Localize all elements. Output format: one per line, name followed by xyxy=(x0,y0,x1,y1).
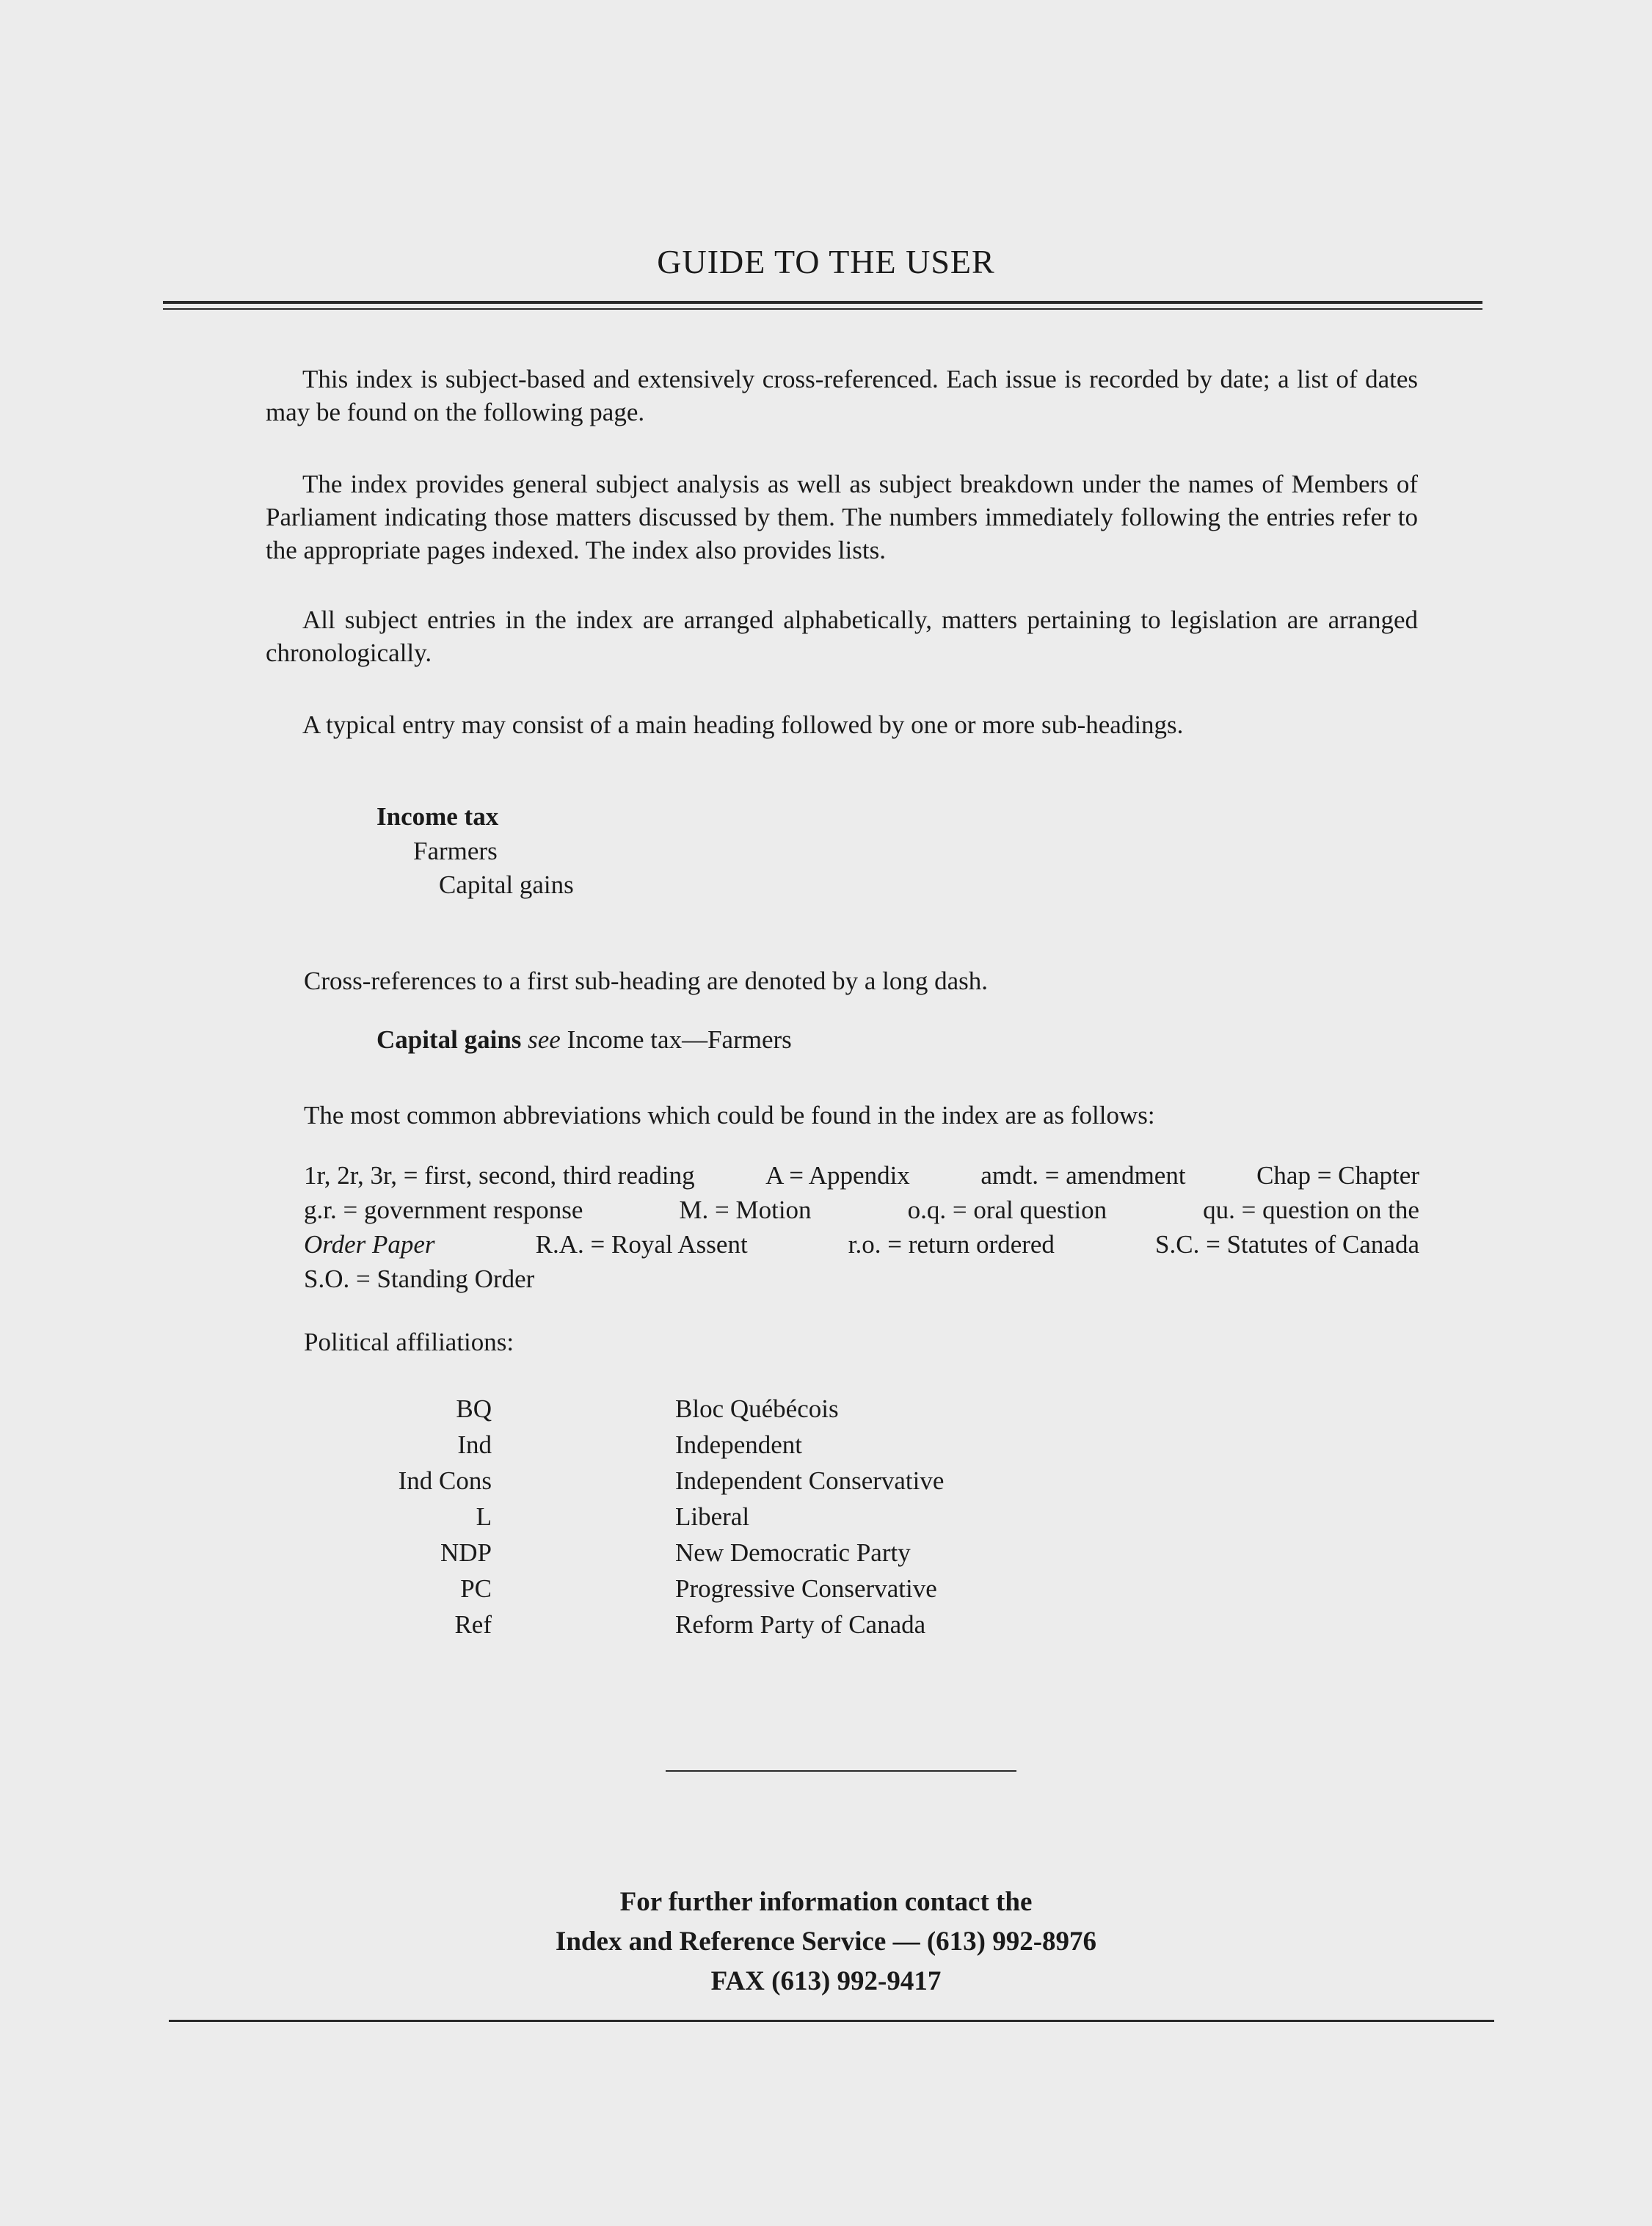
xref-term: Capital gains xyxy=(376,1025,522,1054)
affiliation-row xyxy=(367,1427,944,1463)
abbr-question-order-paper: qu. = question on the xyxy=(1203,1196,1419,1224)
example-sub-heading-1: Farmers xyxy=(413,837,498,865)
affiliation-code: Ref xyxy=(454,1610,492,1639)
abbr-standing-order: S.O. = Standing Order xyxy=(304,1265,535,1293)
abbreviations-row-2 xyxy=(304,1193,1419,1227)
abbr-chapter: Chap = Chapter xyxy=(1256,1161,1419,1190)
affiliation-row xyxy=(367,1463,944,1499)
affiliation-row xyxy=(367,1571,944,1607)
intro-paragraph-3 xyxy=(266,603,1418,669)
xref-see: see xyxy=(528,1025,561,1054)
affiliation-name: Reform Party of Canada xyxy=(675,1610,926,1639)
abbr-oral-question: o.q. = oral question xyxy=(907,1196,1107,1224)
contact-line-2: Index and Reference Service — (613) 992-8976 xyxy=(555,1927,1097,1957)
intro-paragraph-1 xyxy=(266,363,1418,429)
intro-paragraph-2-text: The index provides general subject analysis as well as subject breakdown under the names of Members of Parliament indicating those matters discussed by them. The numbers immediately following the entries refer to the appropriate pages indexed. The index also provides lists. xyxy=(266,470,1418,564)
affiliation-code: Ind xyxy=(457,1430,492,1459)
contact-fax: FAX (613) 992-9417 xyxy=(710,1966,942,1996)
page-title: GUIDE TO THE USER xyxy=(657,243,995,280)
contact-line-1: For further information contact the xyxy=(619,1887,1033,1917)
abbr-return-ordered: r.o. = return ordered xyxy=(848,1230,1055,1259)
example-main-heading: Income tax xyxy=(376,802,499,831)
abbr-government-response: g.r. = government response xyxy=(304,1196,583,1224)
title-double-rule xyxy=(163,301,1482,310)
affiliation-code: Ind Cons xyxy=(398,1466,492,1495)
affiliation-code: NDP xyxy=(440,1538,492,1567)
section-divider xyxy=(666,1770,1016,1772)
affiliation-row xyxy=(367,1535,944,1571)
intro-paragraph-3-text: All subject entries in the index are arranged alphabetically, matters pertaining to legislation are arranged chronologically. xyxy=(266,605,1418,667)
abbr-order-paper: Order Paper xyxy=(304,1230,435,1259)
abbr-amendment: amdt. = amendment xyxy=(980,1161,1186,1190)
affiliation-code: PC xyxy=(460,1574,492,1603)
cross-reference-paragraph: Cross-references to a first sub-heading are denoted by a long dash. xyxy=(304,967,989,995)
affiliations-list xyxy=(367,1391,944,1643)
affiliation-name: Bloc Québécois xyxy=(675,1394,839,1423)
abbreviations-row-4 xyxy=(304,1262,1419,1296)
abbreviations-paragraph: The most common abbreviations which could be found in the index are as follows: xyxy=(304,1101,1155,1130)
contact-block xyxy=(0,1883,1652,2001)
abbr-appendix: A = Appendix xyxy=(765,1161,910,1190)
cross-reference-example xyxy=(376,1025,792,1055)
affiliation-code: BQ xyxy=(456,1394,492,1423)
abbreviations-row-3 xyxy=(304,1227,1419,1262)
affiliation-name: Independent Conservative xyxy=(675,1466,945,1495)
affiliation-row xyxy=(367,1391,944,1427)
abbreviations-row-1 xyxy=(304,1158,1419,1193)
abbr-motion: M. = Motion xyxy=(679,1196,812,1224)
abbr-statutes: S.C. = Statutes of Canada xyxy=(1155,1230,1419,1259)
affiliation-name: Liberal xyxy=(675,1502,750,1531)
abbreviations-list xyxy=(304,1158,1419,1296)
affiliation-name: Progressive Conservative xyxy=(675,1574,937,1603)
example-sub-heading-2: Capital gains xyxy=(439,870,574,899)
intro-paragraph-2 xyxy=(266,468,1418,567)
affiliations-heading: Political affiliations: xyxy=(304,1328,514,1356)
affiliation-name: Independent xyxy=(675,1430,802,1459)
affiliation-row xyxy=(367,1499,944,1535)
abbr-royal-assent: R.A. = Royal Assent xyxy=(535,1230,748,1259)
affiliation-row xyxy=(367,1607,944,1643)
xref-target: Income tax—Farmers xyxy=(567,1025,792,1054)
affiliation-name: New Democratic Party xyxy=(675,1538,911,1567)
abbr-reading: 1r, 2r, 3r, = first, second, third reading xyxy=(304,1161,695,1190)
bottom-rule xyxy=(169,2020,1494,2022)
intro-paragraph-1-text: This index is subject-based and extensively cross-referenced. Each issue is recorded by date; a list of dates may be found on the following page. xyxy=(266,365,1418,426)
affiliation-code: L xyxy=(476,1502,492,1531)
typical-entry-paragraph: A typical entry may consist of a main heading followed by one or more sub-headings. xyxy=(302,710,1184,739)
